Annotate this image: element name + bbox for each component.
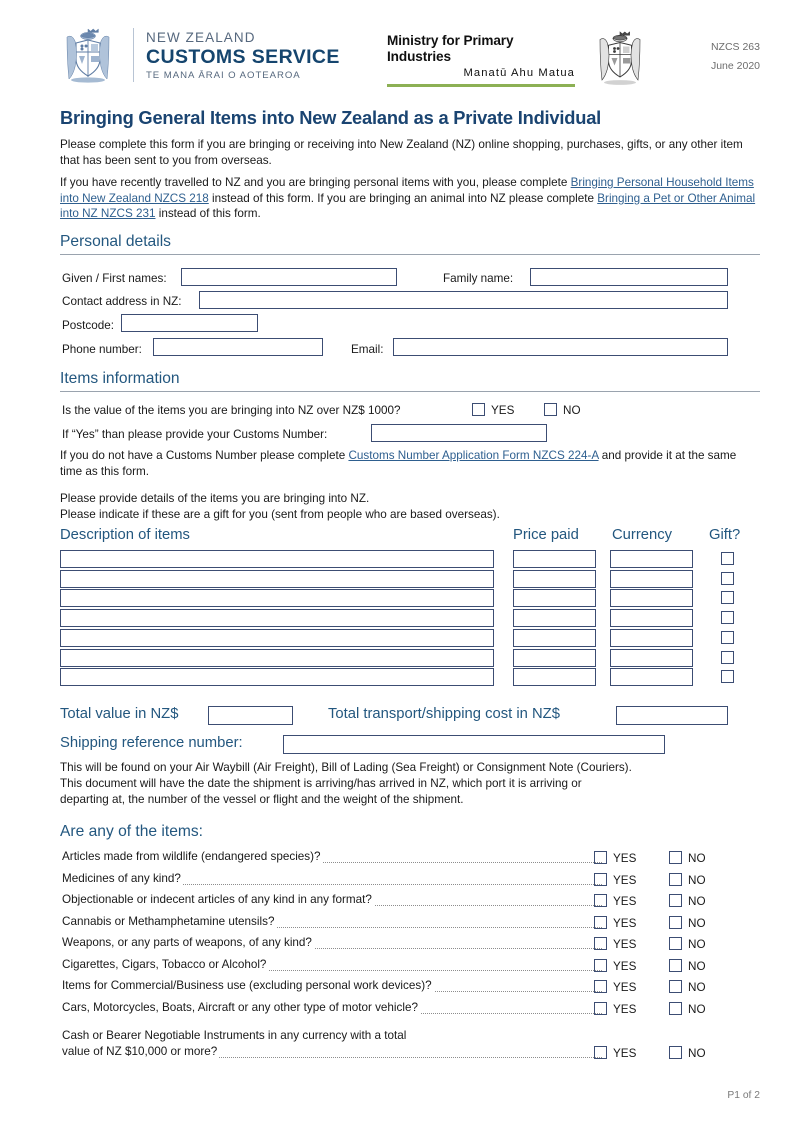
- mpi-wordmark: [387, 33, 575, 87]
- input-email[interactable]: [393, 338, 728, 356]
- input-total-transport[interactable]: [616, 706, 728, 725]
- input-item-price-paid[interactable]: [513, 570, 596, 588]
- checkbox-item-gift[interactable]: [721, 651, 734, 664]
- input-item-price-paid[interactable]: [513, 589, 596, 607]
- input-item-price-paid[interactable]: [513, 629, 596, 647]
- checkbox-restricted-final-no[interactable]: [669, 1046, 682, 1059]
- checkbox-item-gift[interactable]: [721, 631, 734, 644]
- restricted-final-text-1: Cash or Bearer Negotiable Instruments in any currency with a total: [62, 1029, 407, 1042]
- restricted-question-text: Weapons, or any parts of weapons, of any kind?: [62, 936, 312, 949]
- customs-service-wordmark: [146, 30, 340, 82]
- checkbox-item-gift[interactable]: [721, 611, 734, 624]
- label-total-value: Total value in NZ$: [60, 706, 179, 722]
- label-shipping-reference: Shipping reference number:: [60, 735, 243, 751]
- checkbox-item-gift[interactable]: [721, 591, 734, 604]
- input-item-description[interactable]: [60, 668, 494, 686]
- page-footer: P1 of 2: [727, 1090, 760, 1101]
- restricted-question-row: [62, 1001, 602, 1017]
- checkbox-restricted-no[interactable]: [669, 937, 682, 950]
- label-yes: YES: [613, 981, 637, 994]
- label-family-name: Family name:: [443, 272, 514, 285]
- label-value-over-1000-no: NO: [563, 404, 581, 417]
- checkbox-item-gift[interactable]: [721, 552, 734, 565]
- link-nzcs-224a[interactable]: Customs Number Application Form NZCS 224-A: [348, 449, 599, 462]
- items-details-line-1: Please provide details of the items you are bringing into NZ.: [60, 492, 370, 505]
- customs-note-text-b: and provide it at the same time as this form.: [60, 449, 737, 478]
- checkbox-restricted-no[interactable]: [669, 894, 682, 907]
- input-item-price-paid[interactable]: [513, 550, 596, 568]
- intro-p2-text-b: instead of this form. If you are bringing an animal into NZ please complete: [208, 191, 598, 205]
- items-details-line-2: Please indicate if these are a gift for you (sent from people who are based overseas).: [60, 508, 500, 521]
- label-no: NO: [688, 1047, 706, 1060]
- input-total-value[interactable]: [208, 706, 293, 725]
- document-date: June 2020: [710, 60, 760, 72]
- label-phone-number: Phone number:: [62, 343, 142, 356]
- checkbox-item-gift[interactable]: [721, 572, 734, 585]
- input-item-currency[interactable]: [610, 550, 693, 568]
- input-given-names[interactable]: [181, 268, 397, 286]
- label-value-over-1000: Is the value of the items you are bringing into NZ over NZ$ 1000?: [62, 404, 401, 417]
- nz-coat-of-arms-mpi-icon: [592, 29, 648, 86]
- restricted-question-row: [62, 893, 602, 909]
- column-header-price-paid: Price paid: [513, 527, 579, 543]
- intro-paragraph-1: Please complete this form if you are bringing or receiving into New Zealand (NZ) online shopping, purchases, gifts, or any other item that has been sent to you from overseas.: [60, 138, 743, 167]
- label-yes: YES: [613, 873, 637, 887]
- restricted-question-row: [62, 850, 602, 866]
- intro-paragraph-2: [60, 175, 760, 222]
- restricted-question-text: Medicines of any kind?: [62, 871, 181, 885]
- section-heading-personal-details: Personal details: [60, 233, 760, 255]
- customs-number-note: [60, 448, 760, 479]
- label-email: Email:: [351, 343, 384, 356]
- intro-p2-text-c: instead of this form.: [155, 207, 261, 221]
- restricted-final-text-2: value of NZ $10,000 or more?: [62, 1045, 218, 1058]
- intro-p2-text-a: If you have recently travelled to NZ and you are bringing personal items with you, please complete: [60, 176, 571, 189]
- column-header-gift: Gift?: [709, 527, 741, 543]
- label-no: NO: [688, 959, 706, 973]
- label-no: NO: [688, 1002, 706, 1016]
- restricted-question-text: Cigarettes, Cigars, Tobacco or Alcohol?: [62, 957, 267, 971]
- shipping-note-line-1: This will be found on your Air Waybill (Air Freight), Bill of Lading (Sea Freight) or Consignment Note (Couriers).: [60, 761, 632, 774]
- restricted-question-text: Cars, Motorcycles, Boats, Aircraft or any other type of motor vehicle?: [62, 1000, 418, 1014]
- customs-wordmark-line2: CUSTOMS SERVICE: [146, 46, 340, 68]
- restricted-question-text: Items for Commercial/Business use (excluding personal work devices)?: [62, 979, 432, 992]
- label-given-names: Given / First names:: [62, 272, 167, 285]
- link-nzcs-231[interactable]: Bringing a Pet or Other Animal into NZ NZCS 231: [60, 191, 756, 221]
- input-item-price-paid[interactable]: [513, 609, 596, 627]
- restricted-question-text: Objectionable or indecent articles of any kind in any format?: [62, 893, 372, 906]
- nz-coat-of-arms-customs-icon: [57, 25, 119, 83]
- document-code: NZCS 263: [710, 41, 760, 53]
- checkbox-restricted-no[interactable]: [669, 1002, 682, 1015]
- input-item-currency[interactable]: [610, 589, 693, 607]
- column-header-currency: Currency: [612, 527, 673, 543]
- label-yes: YES: [613, 895, 637, 908]
- input-item-description[interactable]: [60, 649, 494, 667]
- customs-wordmark-line3: TE MANA ĀRAI O AOTEAROA: [146, 70, 301, 81]
- input-contact-address[interactable]: [199, 291, 728, 309]
- label-yes: YES: [613, 938, 637, 951]
- label-yes: YES: [613, 1002, 637, 1016]
- label-no: NO: [688, 981, 706, 994]
- restricted-question-row: [62, 915, 602, 931]
- input-item-description[interactable]: [60, 589, 494, 607]
- label-no: NO: [688, 895, 706, 908]
- label-yes: YES: [613, 852, 637, 865]
- restricted-question-text: Cannabis or Methamphetamine utensils?: [62, 914, 275, 928]
- checkbox-value-over-1000-yes[interactable]: [472, 403, 485, 416]
- shipping-note-line-3: departing at, the number of the vessel or flight and the weight of the shipment.: [60, 793, 464, 806]
- checkbox-restricted-no[interactable]: [669, 873, 682, 886]
- restricted-question-row: [62, 936, 602, 952]
- restricted-question-row: [62, 958, 602, 974]
- input-item-price-paid[interactable]: [513, 668, 596, 686]
- customs-note-text-a: If you do not have a Customs Number please complete: [60, 449, 349, 462]
- input-item-currency[interactable]: [610, 570, 693, 588]
- input-item-description[interactable]: [60, 629, 494, 647]
- input-postcode[interactable]: [121, 314, 258, 332]
- input-shipping-reference[interactable]: [283, 735, 665, 754]
- mpi-wordmark-line2: Manatū Ahu Matua: [463, 67, 575, 79]
- input-phone-number[interactable]: [153, 338, 323, 356]
- page-title: Bringing General Items into New Zealand as a Private Individual: [60, 107, 602, 128]
- column-header-description: Description of items: [60, 527, 190, 543]
- checkbox-value-over-1000-no[interactable]: [544, 403, 557, 416]
- label-total-transport: Total transport/shipping cost in NZ$: [328, 706, 560, 722]
- input-item-price-paid[interactable]: [513, 649, 596, 667]
- restricted-final-question-line-1: [62, 1029, 602, 1045]
- input-item-currency[interactable]: [610, 668, 693, 686]
- restricted-question-text: Articles made from wildlife (endangered species)?: [62, 850, 321, 863]
- document-code-block: [660, 38, 760, 76]
- checkbox-restricted-no[interactable]: [669, 851, 682, 864]
- label-yes: YES: [613, 916, 637, 930]
- label-no: NO: [688, 916, 706, 930]
- section-heading-are-any-items: Are any of the items:: [60, 823, 204, 840]
- label-no: NO: [688, 873, 706, 887]
- input-customs-number[interactable]: [371, 424, 547, 442]
- checkbox-restricted-no[interactable]: [669, 959, 682, 972]
- label-postcode: Postcode:: [62, 319, 114, 332]
- restricted-final-question-line-2: [62, 1045, 602, 1061]
- label-no: NO: [688, 938, 706, 951]
- label-yes: YES: [613, 959, 637, 973]
- section-heading-items-information: Items information: [60, 370, 760, 392]
- input-item-description[interactable]: [60, 609, 494, 627]
- shipping-note-line-2: This document will have the date the shipment is arriving/has arrived in NZ, which port it is arriving or: [60, 777, 582, 790]
- link-nzcs-218[interactable]: Bringing Personal Household Items into New Zealand NZCS 218: [60, 176, 754, 205]
- input-item-currency[interactable]: [610, 649, 693, 667]
- label-no: NO: [688, 852, 706, 865]
- label-customs-number: If “Yes” than please provide your Customs Number:: [62, 428, 328, 441]
- label-value-over-1000-yes: YES: [491, 404, 515, 417]
- mpi-green-rule: [387, 84, 575, 87]
- customs-wordmark-line1: NEW ZEALAND: [146, 30, 256, 45]
- page-header: [0, 0, 800, 92]
- header-divider: [133, 28, 134, 82]
- label-contact-address: Contact address in NZ:: [62, 295, 182, 308]
- restricted-question-row: [62, 979, 602, 995]
- input-item-currency[interactable]: [610, 609, 693, 627]
- mpi-wordmark-line1: Ministry for Primary Industries: [387, 33, 514, 64]
- checkbox-restricted-no[interactable]: [669, 980, 682, 993]
- input-item-currency[interactable]: [610, 629, 693, 647]
- checkbox-restricted-no[interactable]: [669, 916, 682, 929]
- checkbox-item-gift[interactable]: [721, 670, 734, 683]
- input-family-name[interactable]: [530, 268, 728, 286]
- input-item-description[interactable]: [60, 570, 494, 588]
- label-yes: YES: [613, 1047, 637, 1060]
- input-item-description[interactable]: [60, 550, 494, 568]
- restricted-question-row: [62, 872, 602, 888]
